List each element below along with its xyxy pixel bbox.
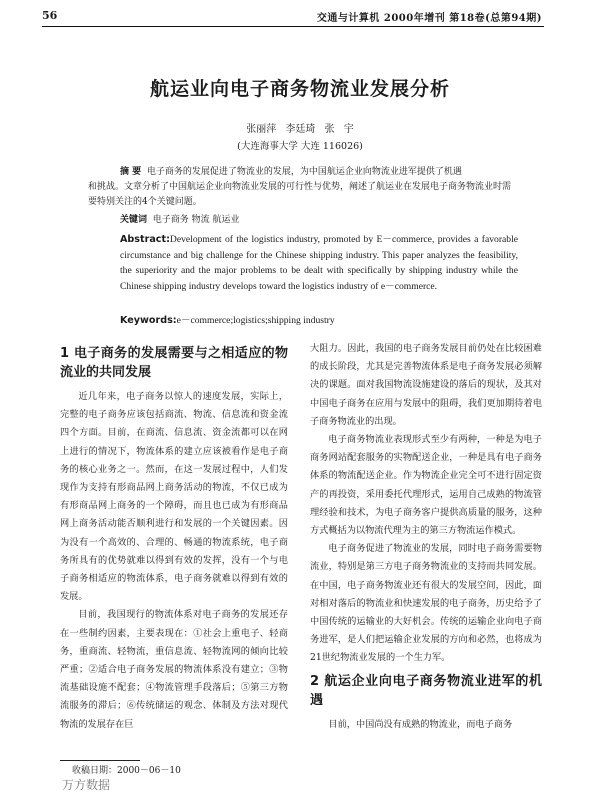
- article-title: 航运业向电子商务物流业发展分析: [149, 78, 450, 100]
- footnote-rule: [60, 760, 140, 761]
- section-2-title: 2 航运企业向电子商务物流业进军的机遇: [310, 673, 542, 708]
- abstract-en: [88, 232, 518, 295]
- right-column: [310, 340, 542, 734]
- keywords-cn-text: 电子商务 物流 航运业: [152, 215, 240, 225]
- keywords-en-text: e－commerce;logistics;shipping industry: [176, 315, 335, 326]
- abstract-en-label: Abstract:: [120, 234, 170, 245]
- right-paragraph-2: 电子商务物流业表现形式至少有两种，一种是为电子商务网站配套服务的实物配送企业，一种是具有电子商务体系的物流配送企业。作为物流企业完全可不进行固定资产的再投资，采用委托代理形式，运用自己成熟的物流管理经验和技术，为电子商务客户提供高质量的服务，这种方式概括为以物流代理为主的第三方物流运作模式。: [310, 434, 542, 537]
- page-number: 56: [42, 9, 58, 22]
- left-paragraph-2: 目前，我国现行的物流体系对电子商务的发展还存在一些制约因素，主要表现在：①社会上重电子、轻商务，重商流、轻物流，重信息流、轻物流网的倾向比较严重；②适合电子商务发展的物流体系没有建立；③物流基础设施不配套；④物流管理手段落后；⑤第三方物流服务的滞后；⑥传统储运的观念、体制及方法对现代物流的发展存在巨: [60, 609, 288, 730]
- abstract-en-text: Development of the logistics industry, promoted by E－commerce, provides a favorable circumstance and big challenge for the Chinese shipping industry. This paper analyzes the feasibility, the superiority and the major problems to be dealt with specifically by shipping industry while the Chinese shipping industry develops toward the logistics industry of e－commerce.: [120, 234, 518, 293]
- abstract-cn-rest: 和挑战。文章分析了中国航运企业向物流业发展的可行性与优势，阐述了航运业在发展电子商务物流业时需要特别关注的4个关键问题。: [88, 182, 512, 207]
- affiliation: (大连海事大学 大连 116026): [237, 141, 363, 152]
- right-paragraph-4: 目前，中国尚没有成熟的物流业，而电子商务: [328, 718, 513, 730]
- left-paragraph-1: 近几年来，电子商务以惊人的速度发展，实际上，完整的电子商务应该包括商流、物流、信息流和资金流四个方面。目前，在商流、信息流、资金流都可以在网上进行的情况下，物流体系的建立应该被看作是电子商务的核心业务之一。然而，在这一发展过程中，人们发现作为支持有形商品网上商务活动的物流，不仅已成为有形商品网上商务的一个障碍，而且也已成为有形商品网上商务活动能否顺利进行和发展的一个关键因素。因为没有一个高效的、合理的、畅通的物流系统，电子商务所具有的优势就难以得到有效的发挥，没有一个与电子商务相适应的物流体系，电子商务就难以得到有效的发展。: [60, 391, 288, 603]
- keywords-cn-label: 关键词: [120, 215, 148, 225]
- journal-info: 交通与计算机 2000年增刊 第18卷(总第94期): [316, 13, 542, 24]
- section-1-title: 1 电子商务的发展需要与之相适应的物流业的共同发展: [60, 346, 288, 380]
- abstract-cn-line1: 电子商务的发展促进了物流业的发展，为中国航运企业向物流业进军提供了机遇: [146, 167, 462, 177]
- abstract-cn-label: 摘 要: [120, 167, 142, 177]
- keywords-en: [120, 312, 520, 326]
- right-paragraph-1: 大阻力。因此，我国的电子商务发展目前仍处在比较困难的成长阶段，尤其是完善物流体系是电子商务发展必须解决的课题。面对我国物流设施建设的落后的现状，及其对中国电子商务在应用与发展中的阻碍，我们更加期待着电子商务物流业的出现。: [310, 343, 542, 427]
- left-column: [60, 340, 288, 734]
- abstract-cn: [88, 165, 518, 210]
- authors: 张丽萍 李廷琦 张 宇: [246, 124, 354, 135]
- running-header: [42, 8, 562, 26]
- header-rule: [42, 26, 544, 27]
- watermark: 万方数据: [62, 778, 111, 792]
- keywords-cn: [120, 212, 520, 225]
- keywords-en-label: Keywords:: [120, 315, 177, 326]
- received-date-footnote: 收稿日期：2000－06－10: [72, 766, 181, 776]
- right-paragraph-3: 电子商务促进了物流业的发展，同时电子商务需要物流业，特别是第三方电子商务物流业的支持而共同发展。在中国，电子商务物流业还有很大的发展空间，因此，面对相对落后的物流业和快速发展的电子商务，历史给予了中国传统的运输业的大好机会。传统的运输企业向电子商务进军，是人们把运输企业发展的方向和必然，也将成为21世纪物流业发展的一个生力军。: [310, 543, 542, 664]
